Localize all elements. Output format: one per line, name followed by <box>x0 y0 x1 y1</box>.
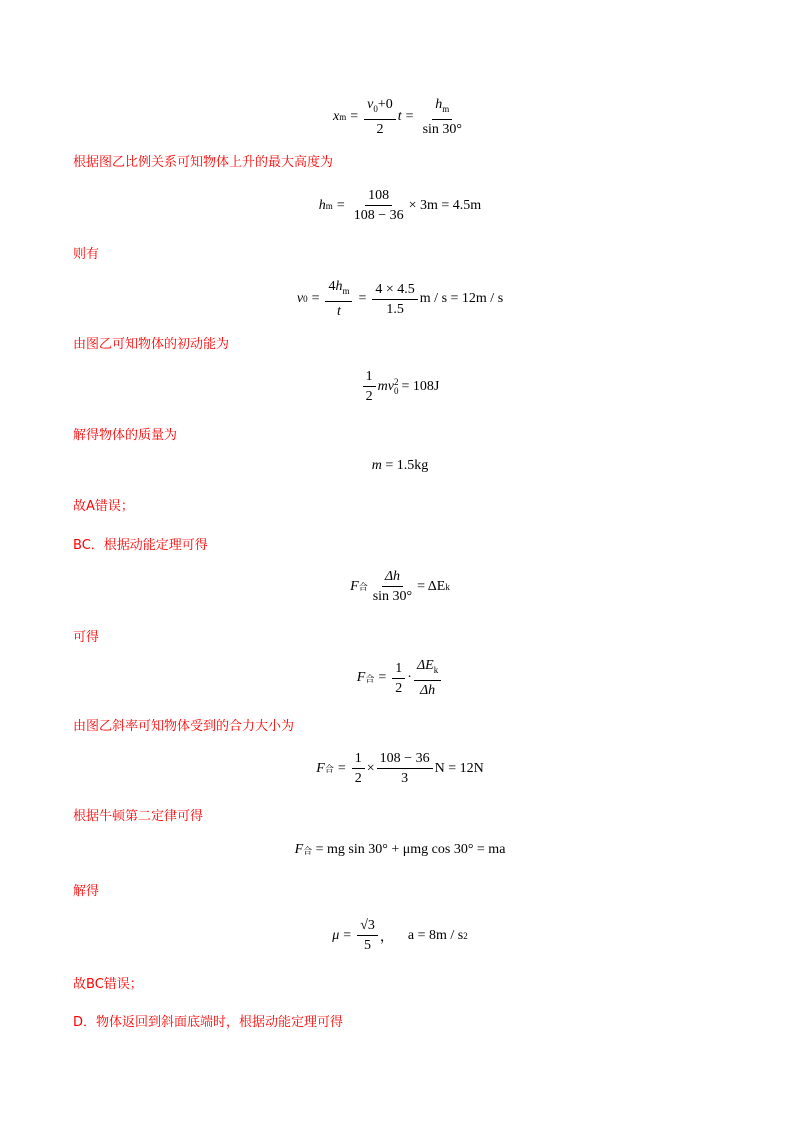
equation-work-energy: F 合 $\frac{\Delta h}{\sin 30^\circ}$ = ΔE k <box>350 569 450 604</box>
equation-net-force: F 合 = $\frac{1}{2}$ × $\frac{108 - 36}{3}$ N = 12N <box>316 751 484 786</box>
equation-newton-second-law: F 合 = mg sin 30° + μmg cos 30° = ma <box>294 842 506 857</box>
text-line-5: 故A错误； <box>73 499 134 514</box>
text-line-6: BC．根据动能定理可得 <box>73 538 208 553</box>
equation-mu-and-a: μ = $\frac{√3}{5}$ ， a = 8m / s 2 <box>332 918 468 953</box>
equation-mass: m = 1.5kg <box>371 458 429 473</box>
equation-h-max: h m = $\frac{108}{108 - 36}$ × 3m = 4.5m <box>318 188 482 223</box>
equation-kinetic-energy: $\frac{1}{2}$ mv 2 0 = 108J <box>0 368 800 405</box>
equation-v0: v 0 = $\frac{4h_m}{t}$ = $\frac{4 \times 4.5}{1.5}$ m / s = 12m / s <box>296 279 504 319</box>
equation-force-ratio: F 合 = $\frac{1}{2}$ · $\frac{\Delta E_k}{\Delta h}$ <box>0 657 800 699</box>
text-line-8: 由图乙斜率可知物体受到的合力大小为 <box>73 719 295 734</box>
text-line-11: 故BC错误； <box>73 977 143 992</box>
text-line-2: 则有 <box>73 247 100 262</box>
text-line-10: 解得 <box>73 884 100 899</box>
text-line-1: 根据图乙比例关系可知物体上升的最大高度为 <box>73 155 334 170</box>
text-line-7: 可得 <box>73 630 100 645</box>
text-line-3: 由图乙可知物体的初动能为 <box>73 337 230 352</box>
text-line-4: 解得物体的质量为 <box>73 428 178 443</box>
equation-x-max: x m = $\frac{v_0+0}{2}$ t = $\frac{h_m}{\sin 30^\circ}$ <box>333 97 462 137</box>
text-line-9: 根据牛顿第二定律可得 <box>73 809 204 824</box>
text-line-12: D．物体返回到斜面底端时，根据动能定理可得 <box>73 1015 344 1030</box>
